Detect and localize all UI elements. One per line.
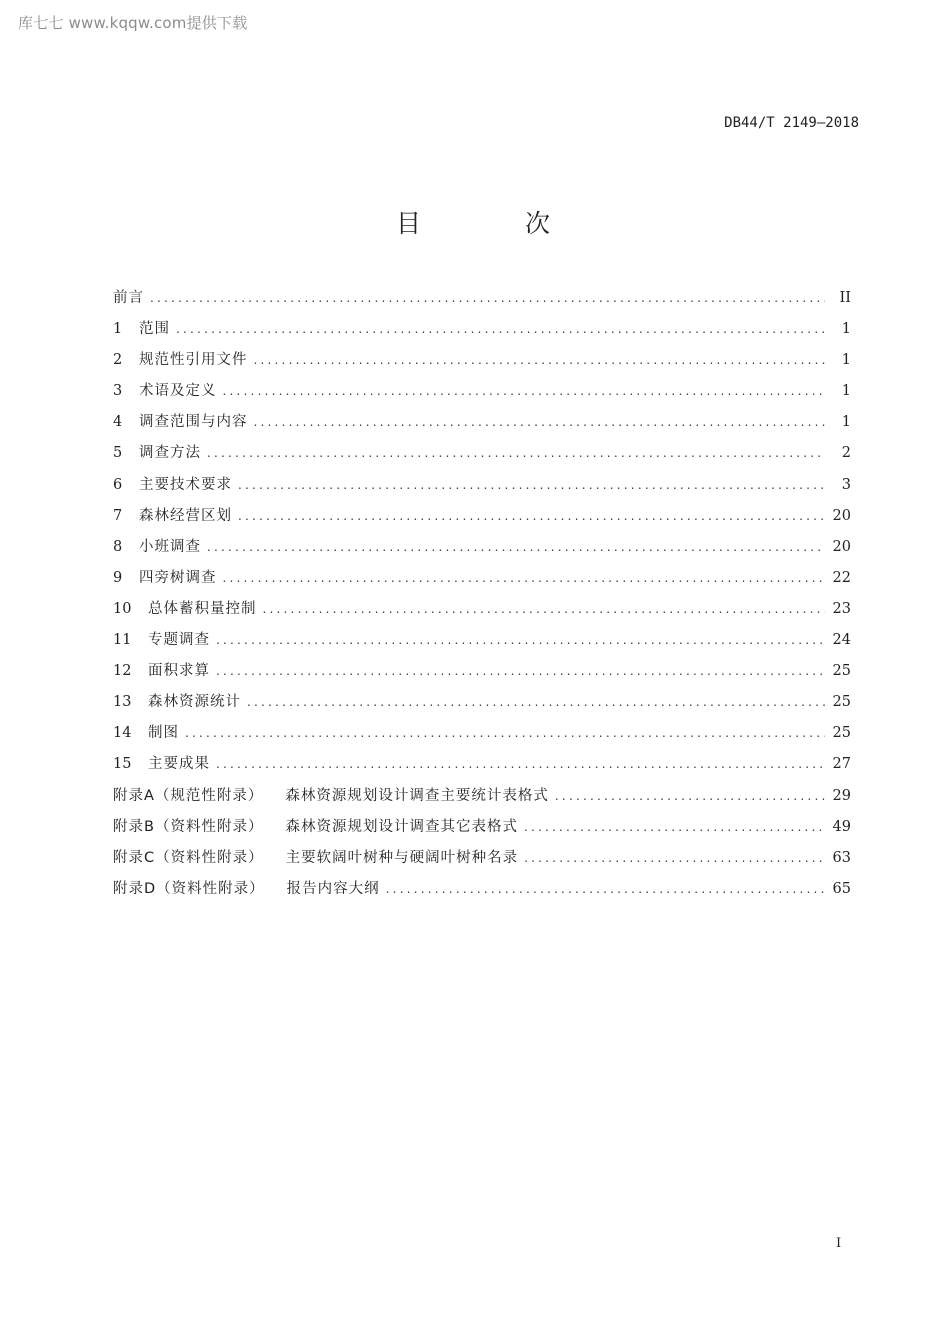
toc-label: 范围 (139, 321, 170, 338)
toc-row[interactable] (113, 441, 851, 472)
appendix-title: 森林资源规划设计调查主要统计表格式 (285, 787, 549, 804)
toc-number: 6 (113, 476, 123, 493)
dot-leader (216, 664, 825, 678)
toc-page: 25 (832, 663, 851, 680)
appendix-number: 附录D（资料性附录） (113, 880, 265, 897)
toc-label: 面积求算 (148, 663, 210, 680)
dot-leader (176, 322, 825, 336)
toc-page: 20 (832, 507, 851, 524)
toc-label: 规范性引用文件 (139, 352, 248, 369)
dot-leader (185, 726, 825, 740)
toc-page: 25 (832, 694, 851, 711)
dot-leader (263, 602, 825, 616)
toc-label: 主要技术要求 (139, 476, 232, 493)
toc-page: II (839, 290, 851, 306)
appendix-number: 附录A（规范性附录） (113, 787, 264, 804)
toc-row[interactable] (113, 348, 851, 379)
toc-label: 总体蓄积量控制 (148, 600, 257, 617)
toc-page: 49 (832, 818, 851, 835)
toc-page: 3 (841, 476, 851, 493)
toc-label: 四旁树调查 (139, 569, 217, 586)
toc-row[interactable] (113, 504, 851, 535)
toc-number: 2 (113, 352, 123, 369)
toc-row-appendix-d[interactable] (113, 877, 851, 908)
appendix-title: 森林资源规划设计调查其它表格式 (285, 818, 518, 835)
toc-row-appendix-a[interactable] (113, 784, 851, 815)
toc-row-appendix-c[interactable] (113, 846, 851, 877)
toc-page: 63 (832, 849, 851, 866)
toc-page: 29 (832, 787, 851, 804)
dot-leader (254, 353, 826, 367)
toc-row[interactable] (113, 628, 851, 659)
toc-page: 1 (841, 352, 851, 369)
dot-leader (555, 789, 825, 803)
dot-leader (216, 757, 825, 771)
dot-leader (216, 633, 825, 647)
toc-number: 7 (113, 507, 123, 524)
toc-number: 13 (113, 694, 132, 711)
toc-label: 森林经营区划 (139, 507, 232, 524)
toc-label: 主要成果 (148, 756, 210, 773)
toc-page: 2 (841, 445, 851, 462)
dot-leader (524, 820, 825, 834)
toc-label: 森林资源统计 (148, 694, 241, 711)
toc-number: 11 (113, 632, 132, 649)
appendix-title: 主要软阔叶树种与硬阔叶树种名录 (285, 849, 519, 866)
toc-page: 1 (841, 321, 851, 338)
dot-leader (238, 509, 825, 523)
toc-row[interactable] (113, 566, 851, 597)
toc-label: 专题调查 (148, 632, 210, 649)
toc-row[interactable] (113, 410, 851, 441)
toc-row[interactable] (113, 379, 851, 410)
toc-row[interactable] (113, 473, 851, 504)
toc-label: 调查范围与内容 (139, 414, 248, 431)
appendix-number: 附录B（资料性附录） (113, 818, 264, 835)
toc-page: 20 (832, 538, 851, 555)
toc-row[interactable] (113, 659, 851, 690)
toc-page: 25 (832, 725, 851, 742)
toc-label: 前言 (113, 290, 144, 306)
dot-leader (386, 882, 825, 896)
toc-page: 23 (832, 600, 851, 617)
toc-row[interactable] (113, 690, 851, 721)
toc-label: 制图 (148, 725, 179, 742)
dot-leader (223, 384, 826, 398)
toc-label: 小班调查 (139, 538, 201, 555)
toc-page: 22 (832, 569, 851, 586)
page-title: 目 次 (396, 209, 598, 238)
toc-row[interactable] (113, 597, 851, 628)
toc-number: 14 (113, 725, 132, 742)
appendix-number: 附录C（资料性附录） (113, 849, 264, 866)
dot-leader (207, 446, 825, 460)
dot-leader (247, 695, 825, 709)
toc-label: 术语及定义 (139, 383, 217, 400)
toc-page: 27 (832, 756, 851, 773)
toc-row[interactable] (113, 752, 851, 783)
page-number: I (836, 1236, 842, 1251)
toc-number: 8 (113, 538, 123, 555)
toc-label: 调查方法 (139, 445, 201, 462)
toc-number: 15 (113, 756, 132, 773)
dot-leader (150, 291, 825, 305)
toc-number: 5 (113, 445, 123, 462)
toc-row[interactable] (113, 317, 851, 348)
document-code: DB44/T 2149—2018 (724, 115, 859, 131)
toc-number: 12 (113, 663, 132, 680)
toc-number: 3 (113, 383, 123, 400)
dot-leader (223, 571, 825, 585)
toc-number: 4 (113, 414, 123, 431)
toc-number: 10 (113, 600, 132, 617)
dot-leader (238, 478, 825, 492)
dot-leader (254, 415, 826, 429)
toc-row-appendix-b[interactable] (113, 815, 851, 846)
toc-row-foreword[interactable] (113, 286, 851, 317)
dot-leader (524, 851, 824, 865)
dot-leader (207, 540, 825, 554)
toc-page: 65 (832, 880, 851, 897)
appendix-title: 报告内容大纲 (286, 880, 380, 897)
table-of-contents (113, 286, 851, 908)
toc-row[interactable] (113, 721, 851, 752)
toc-page: 1 (841, 383, 851, 400)
toc-number: 1 (113, 321, 123, 338)
toc-page: 1 (841, 414, 851, 431)
toc-row[interactable] (113, 535, 851, 566)
toc-page: 24 (832, 632, 851, 649)
toc-number: 9 (113, 569, 123, 586)
watermark-text: 库七七 www.kqqw.com提供下载 (18, 14, 248, 32)
